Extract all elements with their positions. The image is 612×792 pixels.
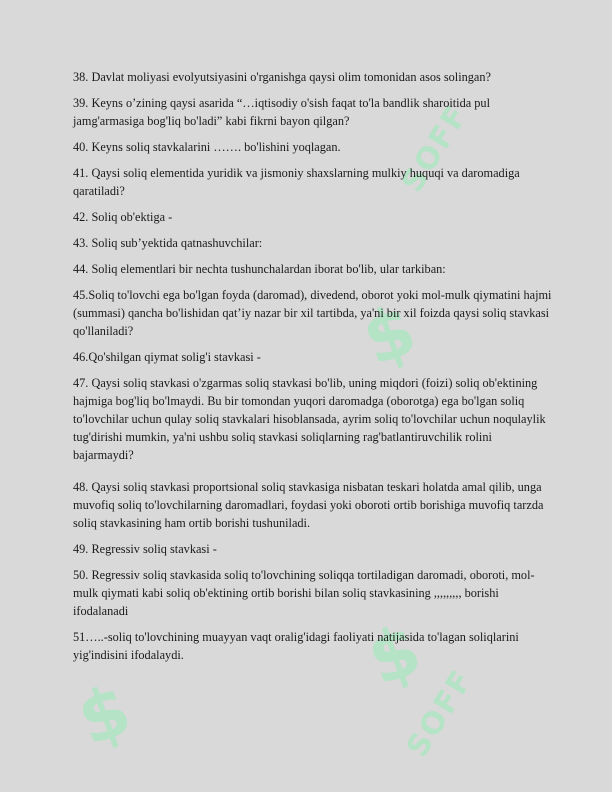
question-44: 44. Soliq elementlari bir nechta tushunchalardan iborat bo'lib, ular tarkiban: <box>73 262 446 276</box>
watermark-glyph: $ <box>67 668 142 762</box>
question-38: 38. Davlat moliyasi evolyutsiyasini o'rganishga qaysi olim tomonidan asos solingan? <box>73 70 491 84</box>
question-49: 49. Regressiv soliq stavkasi - <box>73 542 217 556</box>
question-41: 41. Qaysi soliq elementida yuridik va jismoniy shaxslarning mulkiy huquqi va daromadiga qaratiladi? <box>73 166 520 198</box>
watermark-glyph: $ <box>352 288 427 382</box>
question-45: 45.Soliq to'lovchi ega bo'lgan foyda (daromad), divedend, oborot yoki mol-mulk qiymatini hajmi (summasi) qancha bo'lishidan qat’iy nazar bir xil tartibda, ya'ni bir xil foizda qaysi soliq stavkasi qo'llaniladi? <box>73 288 552 338</box>
question-46: 46.Qo'shilgan qiymat solig'i stavkasi - <box>73 350 261 364</box>
question-48: 48. Qaysi soliq stavkasi proportsional soliq stavkasiga nisbatan teskari holatda amal qilib, unga muvofiq soliq to'lovchilarning daromadlari, foydasi yoki oboroti ortib borishiga muvofiq tarzda soliq stavkasining ham ortib borishi tushuniladi. <box>73 480 544 530</box>
question-50: 50. Regressiv soliq stavkasida soliq to'lovchining soliqqa tortiladigan daromadi, oboroti, mol-mulk qiymati kabi soliq ob'ektining ortib borishi bilan soliq stavkasining ,,,,,,,,, borishi ifodalanadi <box>73 568 535 618</box>
question-40: 40. Keyns soliq stavkalarini ……. bo'lishini yoqlagan. <box>73 140 341 154</box>
question-list <box>73 68 553 672</box>
watermark-glyph: $ <box>357 608 432 702</box>
question-51: 51…..-soliq to'lovchining muayyan vaqt oralig'idagi faoliyati natijasida to'lagan soliqlarini yig'indisini ifodalaydi. <box>73 630 519 662</box>
watermark-text: SOFF <box>400 663 481 764</box>
question-39: 39. Keyns o’zining qaysi asarida “…iqtisodiy o'sish faqat to'la bandlik sharoitida pul jamg'armasiga bog'liq bo'ladi” kabi fikrni bayon qilgan? <box>73 96 490 128</box>
question-43: 43. Soliq sub’yektida qatnashuvchilar: <box>73 236 263 250</box>
question-42: 42. Soliq ob'ektiga - <box>73 210 173 224</box>
watermark-text: SOFF <box>395 98 476 199</box>
question-47: 47. Qaysi soliq stavkasi o'zgarmas soliq stavkasi bo'lib, uning miqdori (foizi) soliq ob'ektining hajmiga bog'liq bo'lmaydi. Bu bir tomondan yuqori daromadga (oborotga) ega bo'lgan soliq to'lovchilar uchun qulay soliq stavkalari hisoblansada, ayrim soliq to'lovchilar uchun noqulaylik tug'dirishi mumkin, ya'ni ushbu soliq stavkasi soliqlarning rag'batlantiruvchilik rolini bajarmaydi? <box>73 376 546 462</box>
